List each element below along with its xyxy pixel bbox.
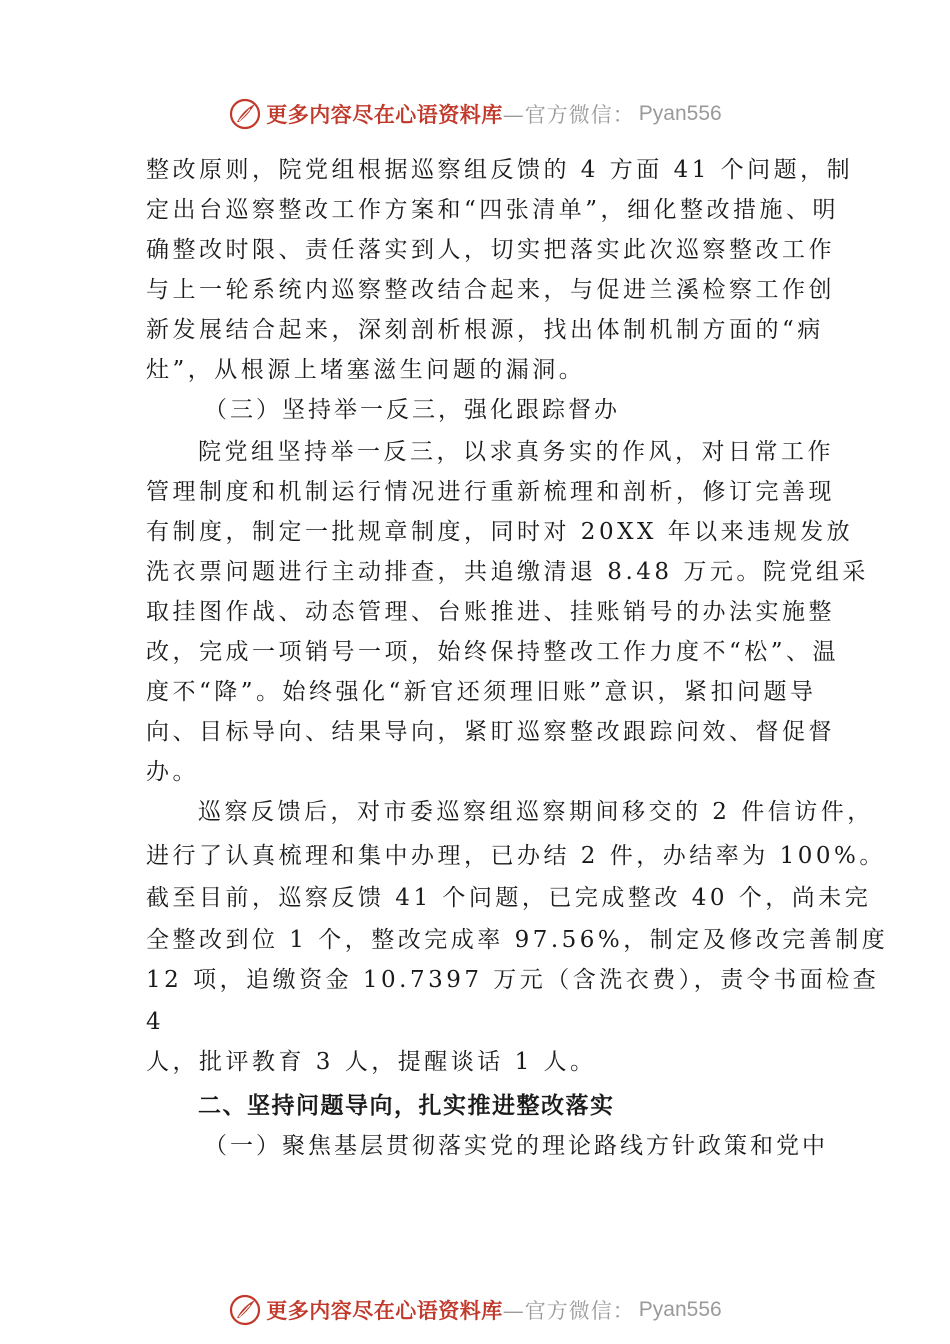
paragraph-line: 灶”，从根源上堵塞滋生问题的漏洞。 [146, 357, 586, 383]
paragraph-line: 新发展结合起来，深刻剖析根源，找出体制机制方面的“病 [146, 317, 824, 343]
paragraph-line: 全整改到位 1 个，整改完成率 97.56%，制定及修改完善制度 [146, 927, 889, 953]
banner-site-name: 更多内容尽在心语资料库 [266, 102, 503, 127]
footer-watermark-banner [0, 1290, 950, 1330]
section-heading: 二、坚持问题导向，扎实推进整改落实 [198, 1093, 615, 1119]
paragraph-line: 定出台巡察整改工作方案和“四张清单”，细化整改措施、明 [146, 197, 840, 223]
quill-logo-icon [228, 1293, 262, 1327]
header-watermark-banner [0, 94, 950, 134]
paragraph-line: 度不“降”。始终强化“新官还须理旧账”意识，紧扣问题导 [146, 679, 817, 705]
section-subheading: （一）聚焦基层贯彻落实党的理论路线方针政策和党中 [204, 1133, 828, 1159]
paragraph-line: 与上一轮系统内巡察整改结合起来，与促进兰溪检察工作创 [146, 277, 835, 303]
paragraph-line: 有制度，制定一批规章制度，同时对 20XX 年以来违规发放 [146, 519, 854, 545]
paragraph-line: 人，批评教育 3 人，提醒谈话 1 人。 [146, 1049, 597, 1075]
banner-site-name: 更多内容尽在心语资料库 [266, 1298, 503, 1323]
quill-logo-icon [228, 97, 262, 131]
paragraph-line: 截至目前，巡察反馈 41 个问题，已完成整改 40 个，尚未完 [146, 885, 872, 911]
banner-wechat-id: Pyan556 [638, 102, 722, 125]
paragraph-line: 院党组坚持举一反三，以求真务实的作风，对日常工作 [198, 439, 834, 465]
paragraph-line: 确整改时限、责任落实到人，切实把落实此次巡察整改工作 [146, 237, 835, 263]
paragraph-line: 巡察反馈后，对市委巡察组巡察期间移交的 2 件信访件， [198, 799, 874, 825]
paragraph-line: 管理制度和机制运行情况进行重新梳理和剖析，修订完善现 [146, 479, 835, 505]
paragraph-line: 整改原则，院党组根据巡察组反馈的 4 方面 41 个问题，制 [146, 157, 854, 183]
banner-wechat-label: —官方微信： [502, 1299, 635, 1323]
paragraph-line: 进行了认真梳理和集中办理，已办结 2 件，办结率为 100%。 [146, 843, 886, 869]
section-subheading: （三）坚持举一反三，强化跟踪督办 [204, 397, 620, 423]
banner-wechat-id: Pyan556 [638, 1298, 722, 1321]
paragraph-line: 办。 [146, 759, 199, 785]
paragraph-line: 洗衣票问题进行主动排查，共追缴清退 8.48 万元。院党组采 [146, 559, 869, 585]
paragraph-line: 12 项，追缴资金 10.7397 万元（含洗衣费），责令书面检查 [146, 967, 880, 993]
paragraph-line: 取挂图作战、动态管理、台账推进、挂账销号的办法实施整 [146, 599, 835, 625]
paragraph-line: 4 [146, 1009, 165, 1035]
banner-wechat-label: —官方微信： [502, 103, 635, 127]
paragraph-line: 向、目标导向、结果导向，紧盯巡察整改跟踪问效、督促督 [146, 719, 835, 745]
paragraph-line: 改，完成一项销号一项，始终保持整改工作力度不“松”、温 [146, 639, 840, 665]
